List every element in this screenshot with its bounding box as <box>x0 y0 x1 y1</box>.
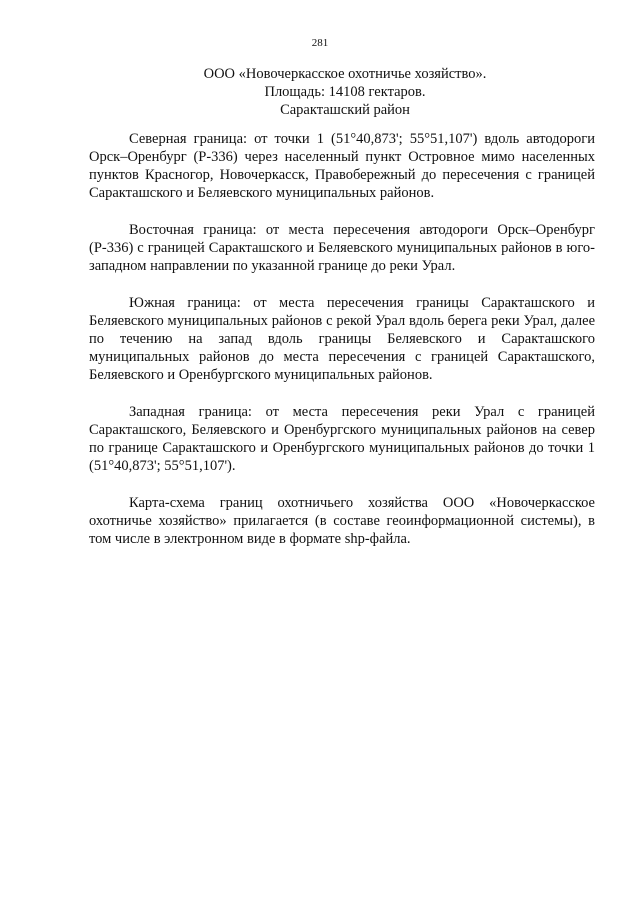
paragraph-north-boundary: Северная граница: от точки 1 (51°40,873'; 55°51,107') вдоль автодороги Орск–Оренбург (Р-336) через населенный пункт Островное мимо населенных пунктов Красногор, Новочеркасск, Правобережный до пересечения с границей Саракташского и Беляевского муниципальных районов. <box>89 131 595 201</box>
document-header <box>95 65 595 119</box>
organization-title: ООО «Новочеркасское охотничье хозяйство». <box>203 66 487 82</box>
paragraph-map-note: Карта-схема границ охотничьего хозяйства ООО «Новочеркасское охотничье хозяйство» прилагается (в составе геоинформационной системы), в том числе в электронном виде в формате shp-файла. <box>89 495 595 547</box>
paragraph-east-boundary: Восточная граница: от места пересечения автодороги Орск–Оренбург (Р-336) с границей Саракташского и Беляевского муниципальных районов в юго-западном направлении по указанной границе до реки Урал. <box>89 222 595 274</box>
area-line: Площадь: 14108 гектаров. <box>264 84 426 100</box>
paragraph-south-boundary: Южная граница: от места пересечения границы Саракташского и Беляевского муниципальных районов с рекой Урал вдоль берега реки Урал, далее по течению на запад вдоль границы Беляевского и Саракташского муниципальных районов до места пересечения с границей Саракташского, Беляевского и Оренбургского муниципальных районов. <box>89 295 595 383</box>
district-line: Саракташский район <box>280 102 410 118</box>
paragraph-west-boundary: Западная граница: от места пересечения реки Урал с границей Саракташского, Беляевского и Оренбургского муниципальных районов на север по границе Саракташского и Оренбургского муниципальных районов до точки 1 (51°40,873'; 55°51,107'). <box>89 404 595 474</box>
page-number: 281 <box>311 37 329 49</box>
document-body <box>89 130 595 567</box>
